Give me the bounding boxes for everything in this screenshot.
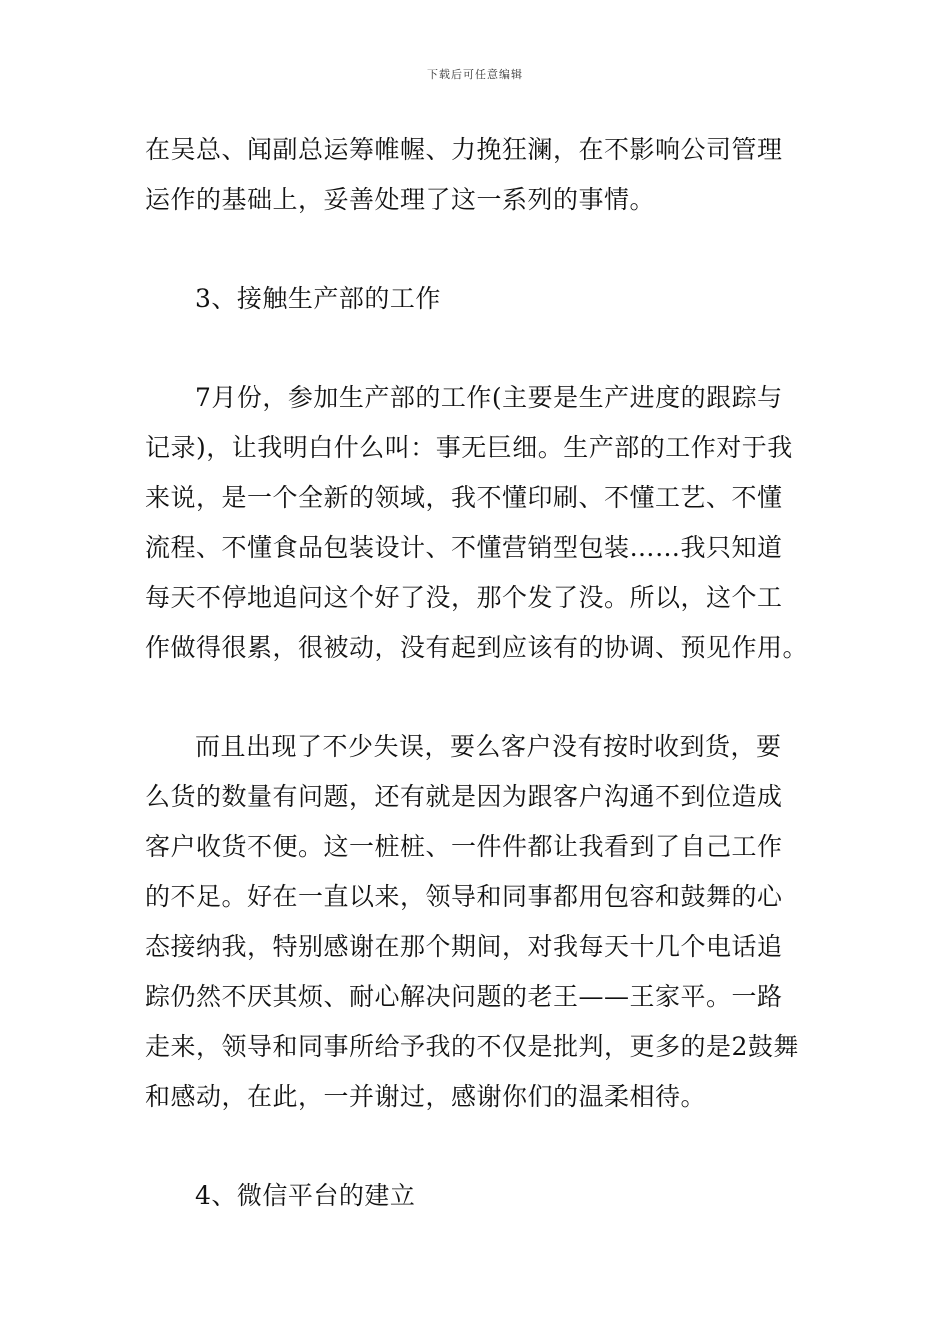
section-heading: 4、微信平台的建立 — [195, 1181, 416, 1210]
paragraph-line: 踪仍然不厌其烦、耐心解决问题的老王——王家平。一路 — [145, 982, 783, 1011]
paragraph-line: 来说，是一个全新的领域，我不懂印刷、不懂工艺、不懂 — [145, 483, 783, 512]
paragraph-line: 和感动，在此，一并谢过，感谢你们的温柔相待。 — [145, 1082, 707, 1111]
paragraph-line: 客户收货不便。这一桩桩、一件件都让我看到了自己工作 — [145, 832, 783, 861]
section-heading: 3、接触生产部的工作 — [195, 284, 441, 313]
paragraph-line: 态接纳我，特别感谢在那个期间，对我每天十几个电话追 — [145, 932, 783, 961]
paragraph-line: 么货的数量有问题，还有就是因为跟客户沟通不到位造成 — [145, 782, 783, 811]
paragraph-line: 作做得很累，很被动，没有起到应该有的协调、预见作用。 — [145, 633, 809, 662]
paragraph-line: 在吴总、闻副总运筹帷幄、力挽狂澜，在不影响公司管理 — [145, 135, 783, 164]
paragraph-line: 记录)，让我明白什么叫：事无巨细。生产部的工作对于我 — [145, 433, 793, 462]
paragraph-line: 而且出现了不少失误，要么客户没有按时收到货，要 — [195, 732, 782, 761]
paragraph-line: 的不足。好在一直以来，领导和同事都用包容和鼓舞的心 — [145, 882, 783, 911]
paragraph-line: 7月份，参加生产部的工作(主要是生产进度的跟踪与 — [195, 383, 783, 412]
page-header: 下载后可任意编辑 — [427, 68, 523, 81]
paragraph-line: 流程、不懂食品包装设计、不懂营销型包装……我只知道 — [145, 533, 783, 562]
paragraph-line: 走来，领导和同事所给予我的不仅是批判，更多的是2鼓舞 — [145, 1032, 799, 1061]
paragraph-line: 每天不停地追问这个好了没，那个发了没。所以，这个工 — [145, 583, 783, 612]
paragraph-line: 运作的基础上，妥善处理了这一系列的事情。 — [145, 185, 656, 214]
